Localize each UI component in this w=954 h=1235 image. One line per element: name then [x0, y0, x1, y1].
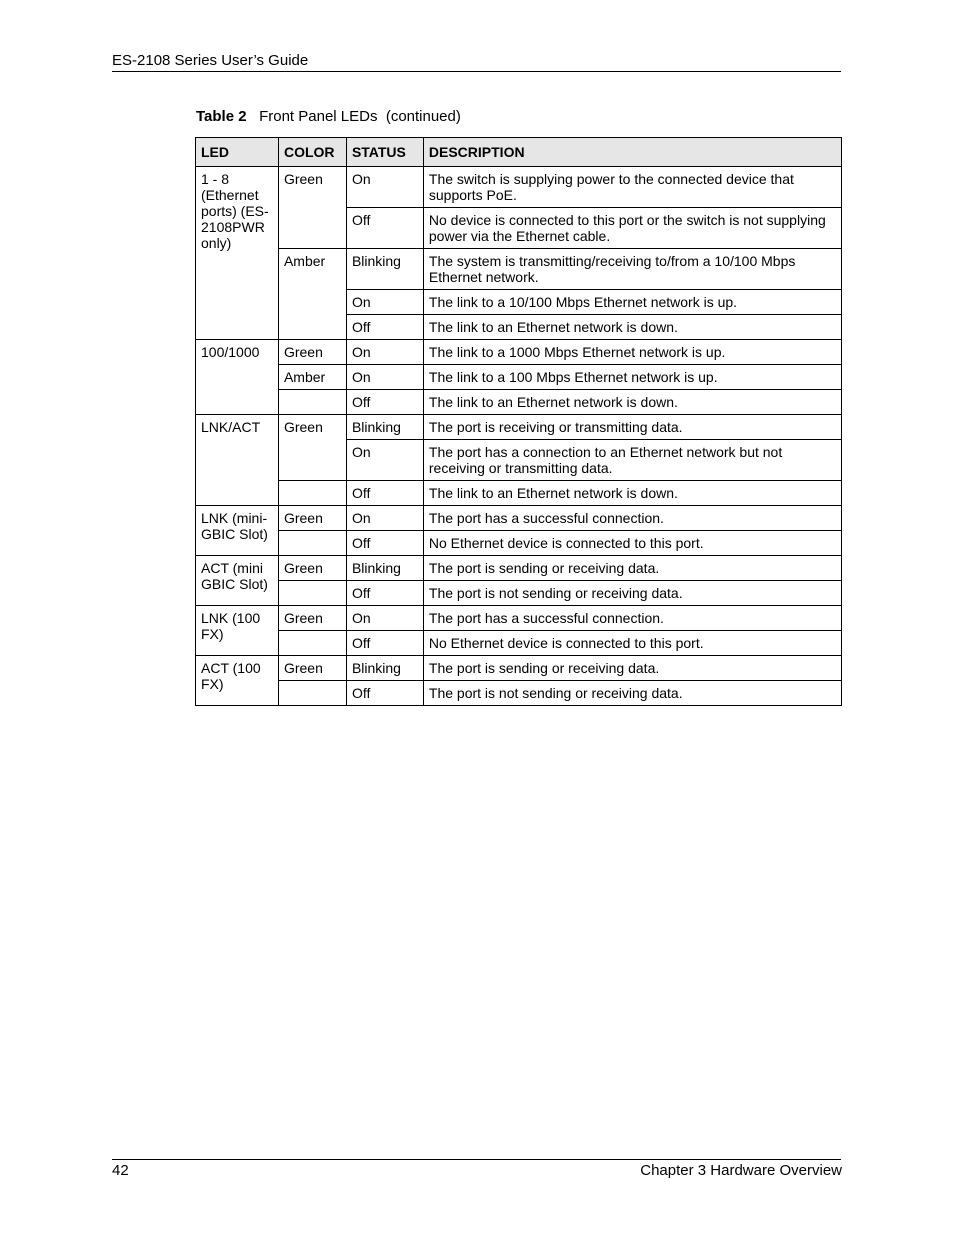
table-row [196, 531, 842, 556]
table-row [196, 506, 842, 531]
led-cell: ACT (mini GBIC Slot) [196, 556, 279, 606]
page-number: 42 [112, 1162, 129, 1179]
color-cell [278, 390, 346, 415]
status-cell: Off [346, 631, 423, 656]
table-row [196, 556, 842, 581]
description-cell: The link to an Ethernet network is down. [423, 315, 841, 340]
table-row [196, 606, 842, 631]
description-cell: The link to an Ethernet network is down. [423, 390, 841, 415]
description-cell: The switch is supplying power to the connected device that supports PoE. [423, 167, 841, 208]
status-cell: On [346, 290, 423, 315]
status-cell: Blinking [346, 556, 423, 581]
description-cell: No Ethernet device is connected to this port. [423, 531, 841, 556]
table-row [196, 481, 842, 506]
description-cell: The port has a connection to an Ethernet network but not receiving or transmitting data. [423, 440, 841, 481]
color-cell: Green [278, 415, 346, 481]
status-cell: On [346, 340, 423, 365]
table-row [196, 681, 842, 706]
status-cell: On [346, 506, 423, 531]
description-cell: The link to a 1000 Mbps Ethernet network is up. [423, 340, 841, 365]
led-cell: ACT (100 FX) [196, 656, 279, 706]
table-row [196, 390, 842, 415]
table-row [196, 167, 842, 208]
color-cell: Amber [278, 249, 346, 340]
color-cell: Green [278, 340, 346, 365]
status-cell: Off [346, 208, 423, 249]
description-cell: The port is sending or receiving data. [423, 656, 841, 681]
status-cell: Blinking [346, 656, 423, 681]
color-cell: Green [278, 656, 346, 681]
column-header-color: COLOR [278, 138, 346, 167]
front-panel-leds-table [195, 137, 842, 706]
description-cell: The link to an Ethernet network is down. [423, 481, 841, 506]
footer-rule [112, 1159, 841, 1160]
table-caption [196, 108, 461, 125]
table-row [196, 581, 842, 606]
status-cell: Off [346, 681, 423, 706]
table-caption-label: Table 2 [196, 108, 247, 125]
status-cell: On [346, 440, 423, 481]
description-cell: No device is connected to this port or the switch is not supplying power via the Ethernet cable. [423, 208, 841, 249]
led-cell: 1 - 8 (Ethernet ports) (ES-2108PWR only) [196, 167, 279, 340]
status-cell: On [346, 606, 423, 631]
description-cell: The port is sending or receiving data. [423, 556, 841, 581]
table-caption-text: Front Panel LEDs (continued) [259, 108, 461, 125]
status-cell: Off [346, 481, 423, 506]
color-cell: Green [278, 167, 346, 249]
color-cell: Green [278, 606, 346, 631]
description-cell: The port is not sending or receiving data. [423, 681, 841, 706]
table-row [196, 631, 842, 656]
table-row [196, 340, 842, 365]
status-cell: Off [346, 531, 423, 556]
status-cell: Blinking [346, 415, 423, 440]
led-cell: 100/1000 [196, 340, 279, 415]
description-cell: The link to a 10/100 Mbps Ethernet network is up. [423, 290, 841, 315]
column-header-led: LED [196, 138, 279, 167]
description-cell: The system is transmitting/receiving to/from a 10/100 Mbps Ethernet network. [423, 249, 841, 290]
table-row [196, 415, 842, 440]
color-cell: Green [278, 506, 346, 531]
running-header-title: ES-2108 Series User’s Guide [112, 52, 309, 69]
description-cell: The port has a successful connection. [423, 506, 841, 531]
table-row [196, 249, 842, 290]
header-rule [112, 71, 841, 72]
status-cell: Off [346, 390, 423, 415]
status-cell: Off [346, 581, 423, 606]
description-cell: The link to a 100 Mbps Ethernet network is up. [423, 365, 841, 390]
chapter-title: Chapter 3 Hardware Overview [640, 1162, 842, 1179]
table-row [196, 365, 842, 390]
status-cell: On [346, 167, 423, 208]
description-cell: The port has a successful connection. [423, 606, 841, 631]
description-cell: The port is not sending or receiving data. [423, 581, 841, 606]
color-cell: Amber [278, 365, 346, 390]
status-cell: Off [346, 315, 423, 340]
table-row [196, 656, 842, 681]
status-cell: Blinking [346, 249, 423, 290]
color-cell [278, 631, 346, 656]
color-cell [278, 531, 346, 556]
led-cell: LNK/ACT [196, 415, 279, 506]
led-cell: LNK (mini-GBIC Slot) [196, 506, 279, 556]
table-header-row [196, 138, 842, 167]
description-cell: The port is receiving or transmitting data. [423, 415, 841, 440]
column-header-description: DESCRIPTION [423, 138, 841, 167]
status-cell: On [346, 365, 423, 390]
color-cell [278, 681, 346, 706]
description-cell: No Ethernet device is connected to this port. [423, 631, 841, 656]
color-cell [278, 481, 346, 506]
column-header-status: STATUS [346, 138, 423, 167]
led-cell: LNK (100 FX) [196, 606, 279, 656]
color-cell [278, 581, 346, 606]
color-cell: Green [278, 556, 346, 581]
